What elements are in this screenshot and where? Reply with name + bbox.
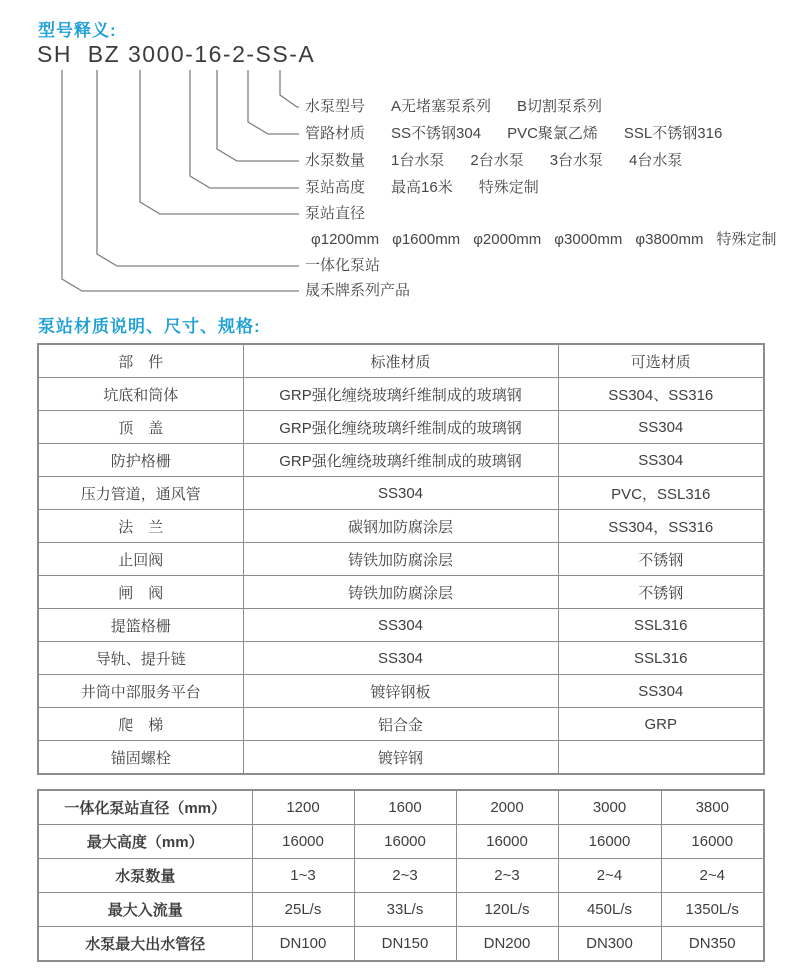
- standard-material-header-cell: 标准材质: [243, 344, 558, 378]
- optional-material-cell: SSL316: [558, 642, 764, 675]
- diagram-option: 最高16米: [391, 179, 453, 196]
- diagram-option: φ3000mm: [554, 231, 623, 248]
- part-cell: 提篮格栅: [38, 609, 243, 642]
- standard-material-cell: GRP强化缠绕玻璃纤维制成的玻璃钢: [243, 411, 558, 444]
- spec-value-cell: 2~3: [456, 859, 558, 893]
- spec-value-cell: 16000: [252, 825, 354, 859]
- spec-value-cell: 450L/s: [558, 893, 661, 927]
- table-row: [38, 927, 764, 962]
- part-cell: 导轨、提升链: [38, 642, 243, 675]
- model-legend-title: 型号释义:: [38, 21, 117, 40]
- standard-material-cell: 铸铁加防腐涂层: [243, 576, 558, 609]
- spec-value-cell: 1200: [252, 790, 354, 825]
- spec-value-cell: DN100: [252, 927, 354, 962]
- spec-value-cell: DN350: [661, 927, 764, 962]
- spec-value-cell: 1~3: [252, 859, 354, 893]
- part-cell: 锚固螺栓: [38, 741, 243, 775]
- diagram-option: B切割泵系列: [517, 98, 603, 115]
- table-row: [38, 859, 764, 893]
- part-cell: 止回阀: [38, 543, 243, 576]
- spec-value-cell: 1600: [354, 790, 456, 825]
- spec-label-cell: 水泵数量: [38, 859, 252, 893]
- diagram-row-label: 晟禾牌系列产品: [305, 282, 411, 299]
- part-cell: 闸 阀: [38, 576, 243, 609]
- part-cell: 井筒中部服务平台: [38, 675, 243, 708]
- table-row: [38, 444, 764, 477]
- optional-material-cell: SS304: [558, 411, 764, 444]
- diagram-row-label: 水泵数量: [305, 152, 366, 169]
- connector-line: [217, 70, 299, 161]
- part-cell: 压力管道，通风管: [38, 477, 243, 510]
- part-cell: 坑底和筒体: [38, 378, 243, 411]
- table-row: [38, 510, 764, 543]
- standard-material-cell: 铝合金: [243, 708, 558, 741]
- spec-value-cell: 2~4: [661, 859, 764, 893]
- spec-label-cell: 一体化泵站直径（mm）: [38, 790, 252, 825]
- table-row: [38, 411, 764, 444]
- part-header-cell: 部 件: [38, 344, 243, 378]
- diagram-option: PVC聚氯乙烯: [507, 125, 598, 142]
- diagram-row-label: 管路材质: [305, 125, 366, 142]
- diagram-option: 4台水泵: [629, 152, 683, 169]
- table-row: [38, 543, 764, 576]
- diagram-option: SSL不锈钢316: [623, 125, 723, 142]
- diagram-row-label: 泵站高度: [305, 179, 366, 196]
- diagram-row-label: 一体化泵站: [305, 257, 381, 274]
- table-row: [38, 576, 764, 609]
- table-row: [38, 790, 764, 825]
- connector-line: [248, 70, 299, 134]
- table-row: [38, 825, 764, 859]
- optional-material-cell: [558, 741, 764, 775]
- table-row: [38, 708, 764, 741]
- spec-value-cell: 3800: [661, 790, 764, 825]
- standard-material-cell: 铸铁加防腐涂层: [243, 543, 558, 576]
- standard-material-cell: SS304: [243, 477, 558, 510]
- spec-label-cell: 最大高度（mm）: [38, 825, 252, 859]
- optional-material-cell: SS304，SS316: [558, 510, 764, 543]
- diagram-option: 1台水泵: [391, 152, 445, 169]
- specs-table: [37, 789, 765, 962]
- standard-material-cell: 镀锌钢板: [243, 675, 558, 708]
- optional-material-cell: SS304: [558, 444, 764, 477]
- diagram-row-label: 泵站直径: [305, 205, 366, 222]
- spec-value-cell: 16000: [661, 825, 764, 859]
- materials-table: [37, 343, 765, 775]
- part-cell: 爬 梯: [38, 708, 243, 741]
- diagram-option: 特殊定制: [716, 231, 777, 248]
- diagram-option: SS不锈钢304: [391, 125, 482, 142]
- diagram-option: A无堵塞泵系列: [391, 98, 492, 115]
- optional-material-cell: GRP: [558, 708, 764, 741]
- diagram-option: 特殊定制: [478, 179, 539, 196]
- table-header-row: [38, 344, 764, 378]
- diagram-row-label: 水泵型号: [305, 98, 366, 115]
- optional-material-cell: 不锈钢: [558, 543, 764, 576]
- standard-material-cell: 碳钢加防腐涂层: [243, 510, 558, 543]
- diagram-option: 3台水泵: [549, 152, 604, 169]
- standard-material-cell: 镀锌钢: [243, 741, 558, 775]
- spec-value-cell: DN150: [354, 927, 456, 962]
- part-cell: 法 兰: [38, 510, 243, 543]
- spec-value-cell: 25L/s: [252, 893, 354, 927]
- spec-value-cell: 1350L/s: [661, 893, 764, 927]
- spec-value-cell: 120L/s: [456, 893, 558, 927]
- spec-value-cell: DN300: [558, 927, 661, 962]
- spec-value-cell: 2~4: [558, 859, 661, 893]
- spec-value-cell: 2~3: [354, 859, 456, 893]
- diagram-row: [305, 124, 722, 144]
- materials-title: 泵站材质说明、尺寸、规格:: [38, 317, 261, 336]
- table-row: [38, 378, 764, 411]
- table-row: [38, 609, 764, 642]
- connector-line: [140, 70, 299, 214]
- model-code: SH BZ 3000-16-2-SS-A: [37, 41, 316, 67]
- spec-label-cell: 最大入流量: [38, 893, 252, 927]
- standard-material-cell: GRP强化缠绕玻璃纤维制成的玻璃钢: [243, 444, 558, 477]
- diagram-option: φ1600mm: [392, 231, 461, 248]
- diagram-row: [305, 151, 682, 171]
- table-row: [38, 675, 764, 708]
- diagram-row: [305, 281, 410, 301]
- table-row: [38, 741, 764, 775]
- diagram-row: [305, 204, 365, 224]
- spec-value-cell: 3000: [558, 790, 661, 825]
- optional-material-cell: 不锈钢: [558, 576, 764, 609]
- spec-value-cell: 2000: [456, 790, 558, 825]
- connector-line: [280, 70, 299, 107]
- spec-value-cell: 16000: [456, 825, 558, 859]
- spec-value-cell: 16000: [354, 825, 456, 859]
- spec-value-cell: 33L/s: [354, 893, 456, 927]
- diagram-row: [311, 230, 776, 250]
- diagram-option: 2台水泵: [470, 152, 524, 169]
- diagram-option: φ1200mm: [311, 231, 380, 248]
- part-cell: 防护格栅: [38, 444, 243, 477]
- diagram-row: [305, 178, 539, 198]
- diagram-option: φ2000mm: [473, 231, 542, 248]
- standard-material-cell: SS304: [243, 642, 558, 675]
- optional-material-cell: PVC，SSL316: [558, 477, 764, 510]
- optional-material-cell: SS304、SS316: [558, 378, 764, 411]
- table-row: [38, 642, 764, 675]
- diagram-row: [305, 97, 602, 117]
- diagram-row: [305, 256, 380, 276]
- standard-material-cell: GRP强化缠绕玻璃纤维制成的玻璃钢: [243, 378, 558, 411]
- connector-line: [97, 70, 299, 266]
- spec-value-cell: 16000: [558, 825, 661, 859]
- part-cell: 顶 盖: [38, 411, 243, 444]
- standard-material-cell: SS304: [243, 609, 558, 642]
- diagram-option: φ3800mm: [635, 231, 704, 248]
- spec-label-cell: 水泵最大出水管径: [38, 927, 252, 962]
- table-row: [38, 893, 764, 927]
- spec-value-cell: DN200: [456, 927, 558, 962]
- optional-material-cell: SSL316: [558, 609, 764, 642]
- table-row: [38, 477, 764, 510]
- connector-line: [190, 70, 299, 188]
- optional-material-cell: SS304: [558, 675, 764, 708]
- optional-material-header-cell: 可选材质: [558, 344, 764, 378]
